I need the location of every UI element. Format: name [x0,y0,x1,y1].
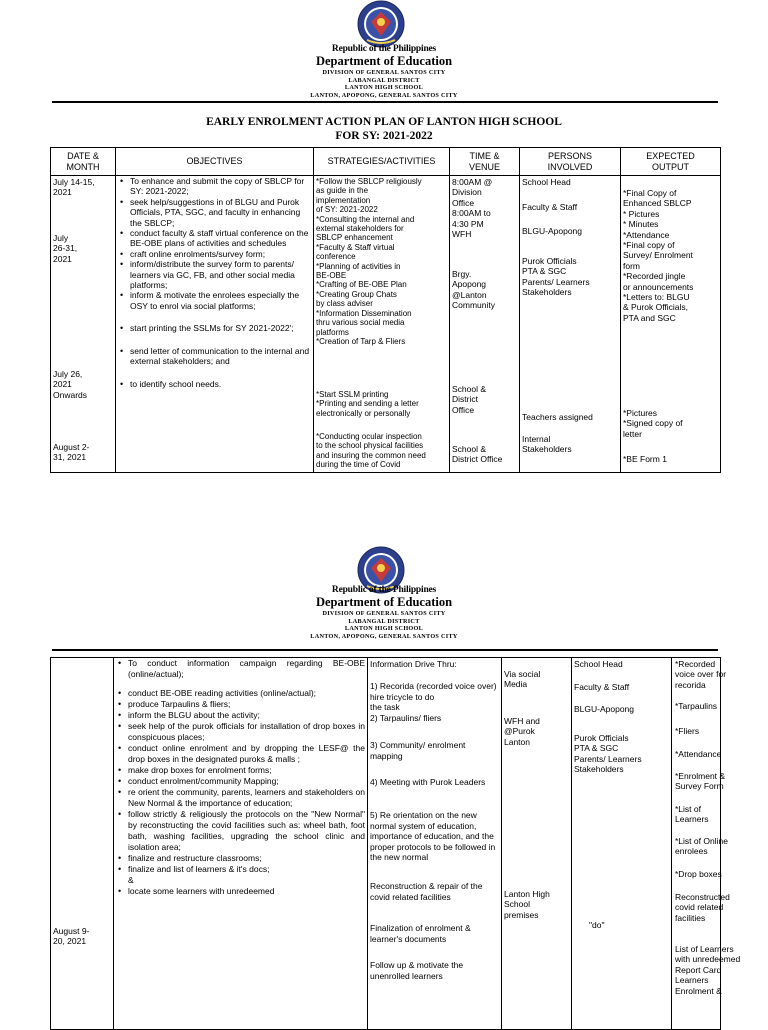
person-1: School Head [522,177,571,187]
header-rule [52,649,718,651]
person-2: Faculty & Staff [574,682,630,692]
date-cell [51,176,116,473]
address-line: LANTON, APOPONG, GENERAL SANTOS CITY [310,632,458,640]
output-3: *Fliers [675,726,700,736]
output-7: *List of Online enrolees [675,836,728,857]
district-line: LABANGAL DISTRICT [348,76,420,84]
person-2: Faculty & Staff [522,202,578,212]
output-1: *Recorded voice over for recorida [675,659,727,690]
document-title [0,115,768,143]
republic-line: Republic of the Philippines [331,44,437,54]
col-header-strategies: STRATEGIES/ACTIVITIES [314,148,450,176]
objectives-list [116,658,365,897]
strategy-4: 3) Community/ enrolment mapping [370,740,466,761]
output-cell [621,176,721,473]
division-line: DIVISION OF GENERAL SANTOS CITY [322,610,446,617]
objectives-list [118,176,311,389]
col-header-time: TIME & VENUE [450,148,520,176]
date-1: July 14-15, 2021 [53,177,95,198]
output-block-3: *BE Form 1 [623,454,667,464]
time-block-3: School & District Office [452,384,487,415]
school-line: LANTON HIGH SCHOOL [344,625,424,632]
republic-line: Republic of the Philippines [331,585,437,595]
list-item: • re orient the community, parents, learners and stakeholders on New Normal & the importance of education; [116,787,365,809]
list-item: • make drop boxes for enrolment forms; [116,765,365,776]
strategy-6: 5) Re orientation on the new normal system of education, importance of education, and the proper protocols to be followed in the new normal [370,810,496,862]
time-block-1: 8:00AM @ Division Office 8:00AM to 4:30 PM WFH [452,177,493,240]
list-item: • craft online enrolments/survey form; [118,249,311,259]
person-6: Internal Stakeholders [522,434,572,455]
strategies-cell [368,658,502,1030]
col-header-output: EXPECTED OUTPUT [621,148,721,176]
list-item: • To conduct information campaign regarding BE-OBE (online/actual); [116,658,365,680]
action-plan-table-1 [50,147,721,473]
date-1: August 9- 20, 2021 [53,926,90,947]
school-line: LANTON HIGH SCHOOL [344,84,424,91]
objectives-cell [114,658,368,1030]
person-4: Purok Officials PTA & SGC Parents/ Learners Stakeholders [522,256,590,298]
persons-cell [572,658,672,1030]
list-item: • seek help of the purok officials for installation of drop boxes in conspicuous places; [116,721,365,743]
output-2: *Tarpaulins [675,701,718,711]
list-item: • conduct online enrolment and by dropping the LESF@ the drop boxes in the designated puroks & malls ; [116,743,365,765]
strategy-1: Information Drive Thru: [370,659,457,669]
list-item: • locate some learners with unredeemed [116,886,365,897]
page-2 [0,540,768,1024]
strategy-7: Reconstruction & repair of the covid related facilities [370,881,483,902]
division-line: DIVISION OF GENERAL SANTOS CITY [322,69,446,76]
time-block-4: School & District Office [452,444,503,465]
title-line-2: FOR SY: 2021-2022 [335,130,433,142]
list-item: • follow strictly & religiously the protocols on the "New Normal" by reconstructing the covid facilities such as: wheel bath, foot bath, washing facilities, upgrading the school clinic and isolation area; [116,809,365,853]
list-item: • start printing the SSLMs for SY 2021-2022'; [118,323,311,333]
list-item: • conduct faculty & staff virtual conference on the BE-OBE plans of activities and schedules [118,228,311,249]
strategy-8: Finalization of enrolment & learner's documents [370,923,471,944]
list-item: • inform & motivate the enrolees especially the OSY to enrol via social platforms; [118,290,311,311]
output-5: *Enrolment & Survey Form [675,771,726,792]
output-cell [672,658,741,1030]
output-9: Reconstructed covid related facilities [675,892,730,923]
time-cell [502,658,572,1030]
list-item: • conduct BE-OBE reading activities (online/actual); [116,688,365,699]
list-item: • to identify school needs. [118,379,311,389]
date-cell [51,658,114,1030]
person-5: "do" [589,920,605,930]
person-3: BLGU-Apopong [522,226,583,236]
col-header-date: DATE & MONTH [51,148,116,176]
strategies-block-2: *Start SSLM printing *Printing and sending a letter electronically or personally [316,390,419,418]
strategy-5: 4) Meeting with Purok Leaders [370,777,486,787]
address-line: LANTON, APOPONG, GENERAL SANTOS CITY [310,91,458,99]
date-2: July 26-31, 2021 [53,233,78,264]
time-block-1: Via social Media [504,669,541,690]
list-item: • send letter of communication to the internal and external stakeholders; and [118,346,311,367]
output-block-1: *Final Copy of Enhanced SBLCP * Pictures * Minutes *Attendance *Final copy of Survey/ Enrolment form *Recorded jingle or announcements *Letters to: BLGU & Purok Officials, PTA and SGC [623,188,694,323]
list-item: • finalize and restructure classrooms; [116,853,365,864]
letterhead [0,585,768,640]
strategies-block-1: *Follow the SBLCP religiously as guide in the implementation of SY: 2021-2022 *Consulting the internal and external stakeholders for SBLCP enhancement *Faculty & Staff virtual conference *Planning of activities in BE-OBE *Crafting of BE-OBE Plan *Creating Group Chats by class adviser *Information Dissemination thru various social media platforms *Creation of Tarp & Fliers [316,177,422,346]
strategy-3: 2) Tarpaulins/ fliers [370,713,442,723]
list-item: • inform the BLGU about the activity; [116,710,365,721]
output-10: List of Learners with unredeemed Report Card Learners Enrolment & [675,944,741,996]
output-8: *Drop boxes [675,869,722,879]
table-header-row [51,148,721,176]
letterhead [0,44,768,99]
col-header-persons: PERSONS INVOLVED [520,148,621,176]
persons-cell [520,176,621,473]
deped-seal-icon [357,0,405,48]
department-line: Department of Education [315,54,453,68]
person-1: School Head [574,659,623,669]
time-block-3: Lanton High School premises [504,889,550,920]
output-6: *List of Learners [675,804,709,825]
person-4: Purok Officials PTA & SGC Parents/ Learners Stakeholders [574,733,642,775]
time-cell [450,176,520,473]
date-3: July 26, 2021 Onwards [53,369,88,400]
person-3: BLGU-Apopong [574,704,635,714]
list-item: • finalize and list of learners & it's docs; & [116,864,365,886]
list-item: • produce Tarpaulins & fliers; [116,699,365,710]
strategies-cell [314,176,450,473]
table-row [51,176,721,473]
list-item: • conduct enrolment/community Mapping; [116,776,365,787]
title-line-1: EARLY ENROLMENT ACTION PLAN OF LANTON HIGH SCHOOL [206,116,562,128]
list-item: • inform/distribute the survey form to parents/ learners via GC, FB, and other social media platforms; [118,259,311,290]
list-item: • To enhance and submit the copy of SBLCP for SY: 2021-2022; [118,176,311,197]
list-item: • seek help/suggestions in of BLGU and Purok Officials, PTA, SGC, and faculty in enhancing the SBLCP; [118,197,311,228]
strategies-block-3: *Conducting ocular inspection to the school physical facilities and insuring the common need during the time of Covid [316,432,426,470]
action-plan-table-2 [50,657,741,1030]
output-4: *Attendance [675,749,722,759]
strategy-2: 1) Recorida (recorded voice over) hire tricycle to do the task [370,681,497,712]
objectives-cell [116,176,314,473]
time-block-2: WFH and @Purok Lanton [504,716,540,747]
page-1 [0,0,768,480]
output-block-2: *Pictures *Signed copy of letter [623,408,683,439]
date-4: August 2- 31, 2021 [53,442,90,463]
time-block-2: Brgy. Apopong @Lanton Community [452,269,495,311]
person-5: Teachers assigned [522,412,593,422]
district-line: LABANGAL DISTRICT [348,617,420,625]
strategy-9: Follow up & motivate the unenrolled learners [370,960,464,981]
table-row [51,658,721,1030]
col-header-objectives: OBJECTIVES [116,148,314,176]
department-line: Department of Education [315,595,453,609]
header-rule [52,101,718,103]
